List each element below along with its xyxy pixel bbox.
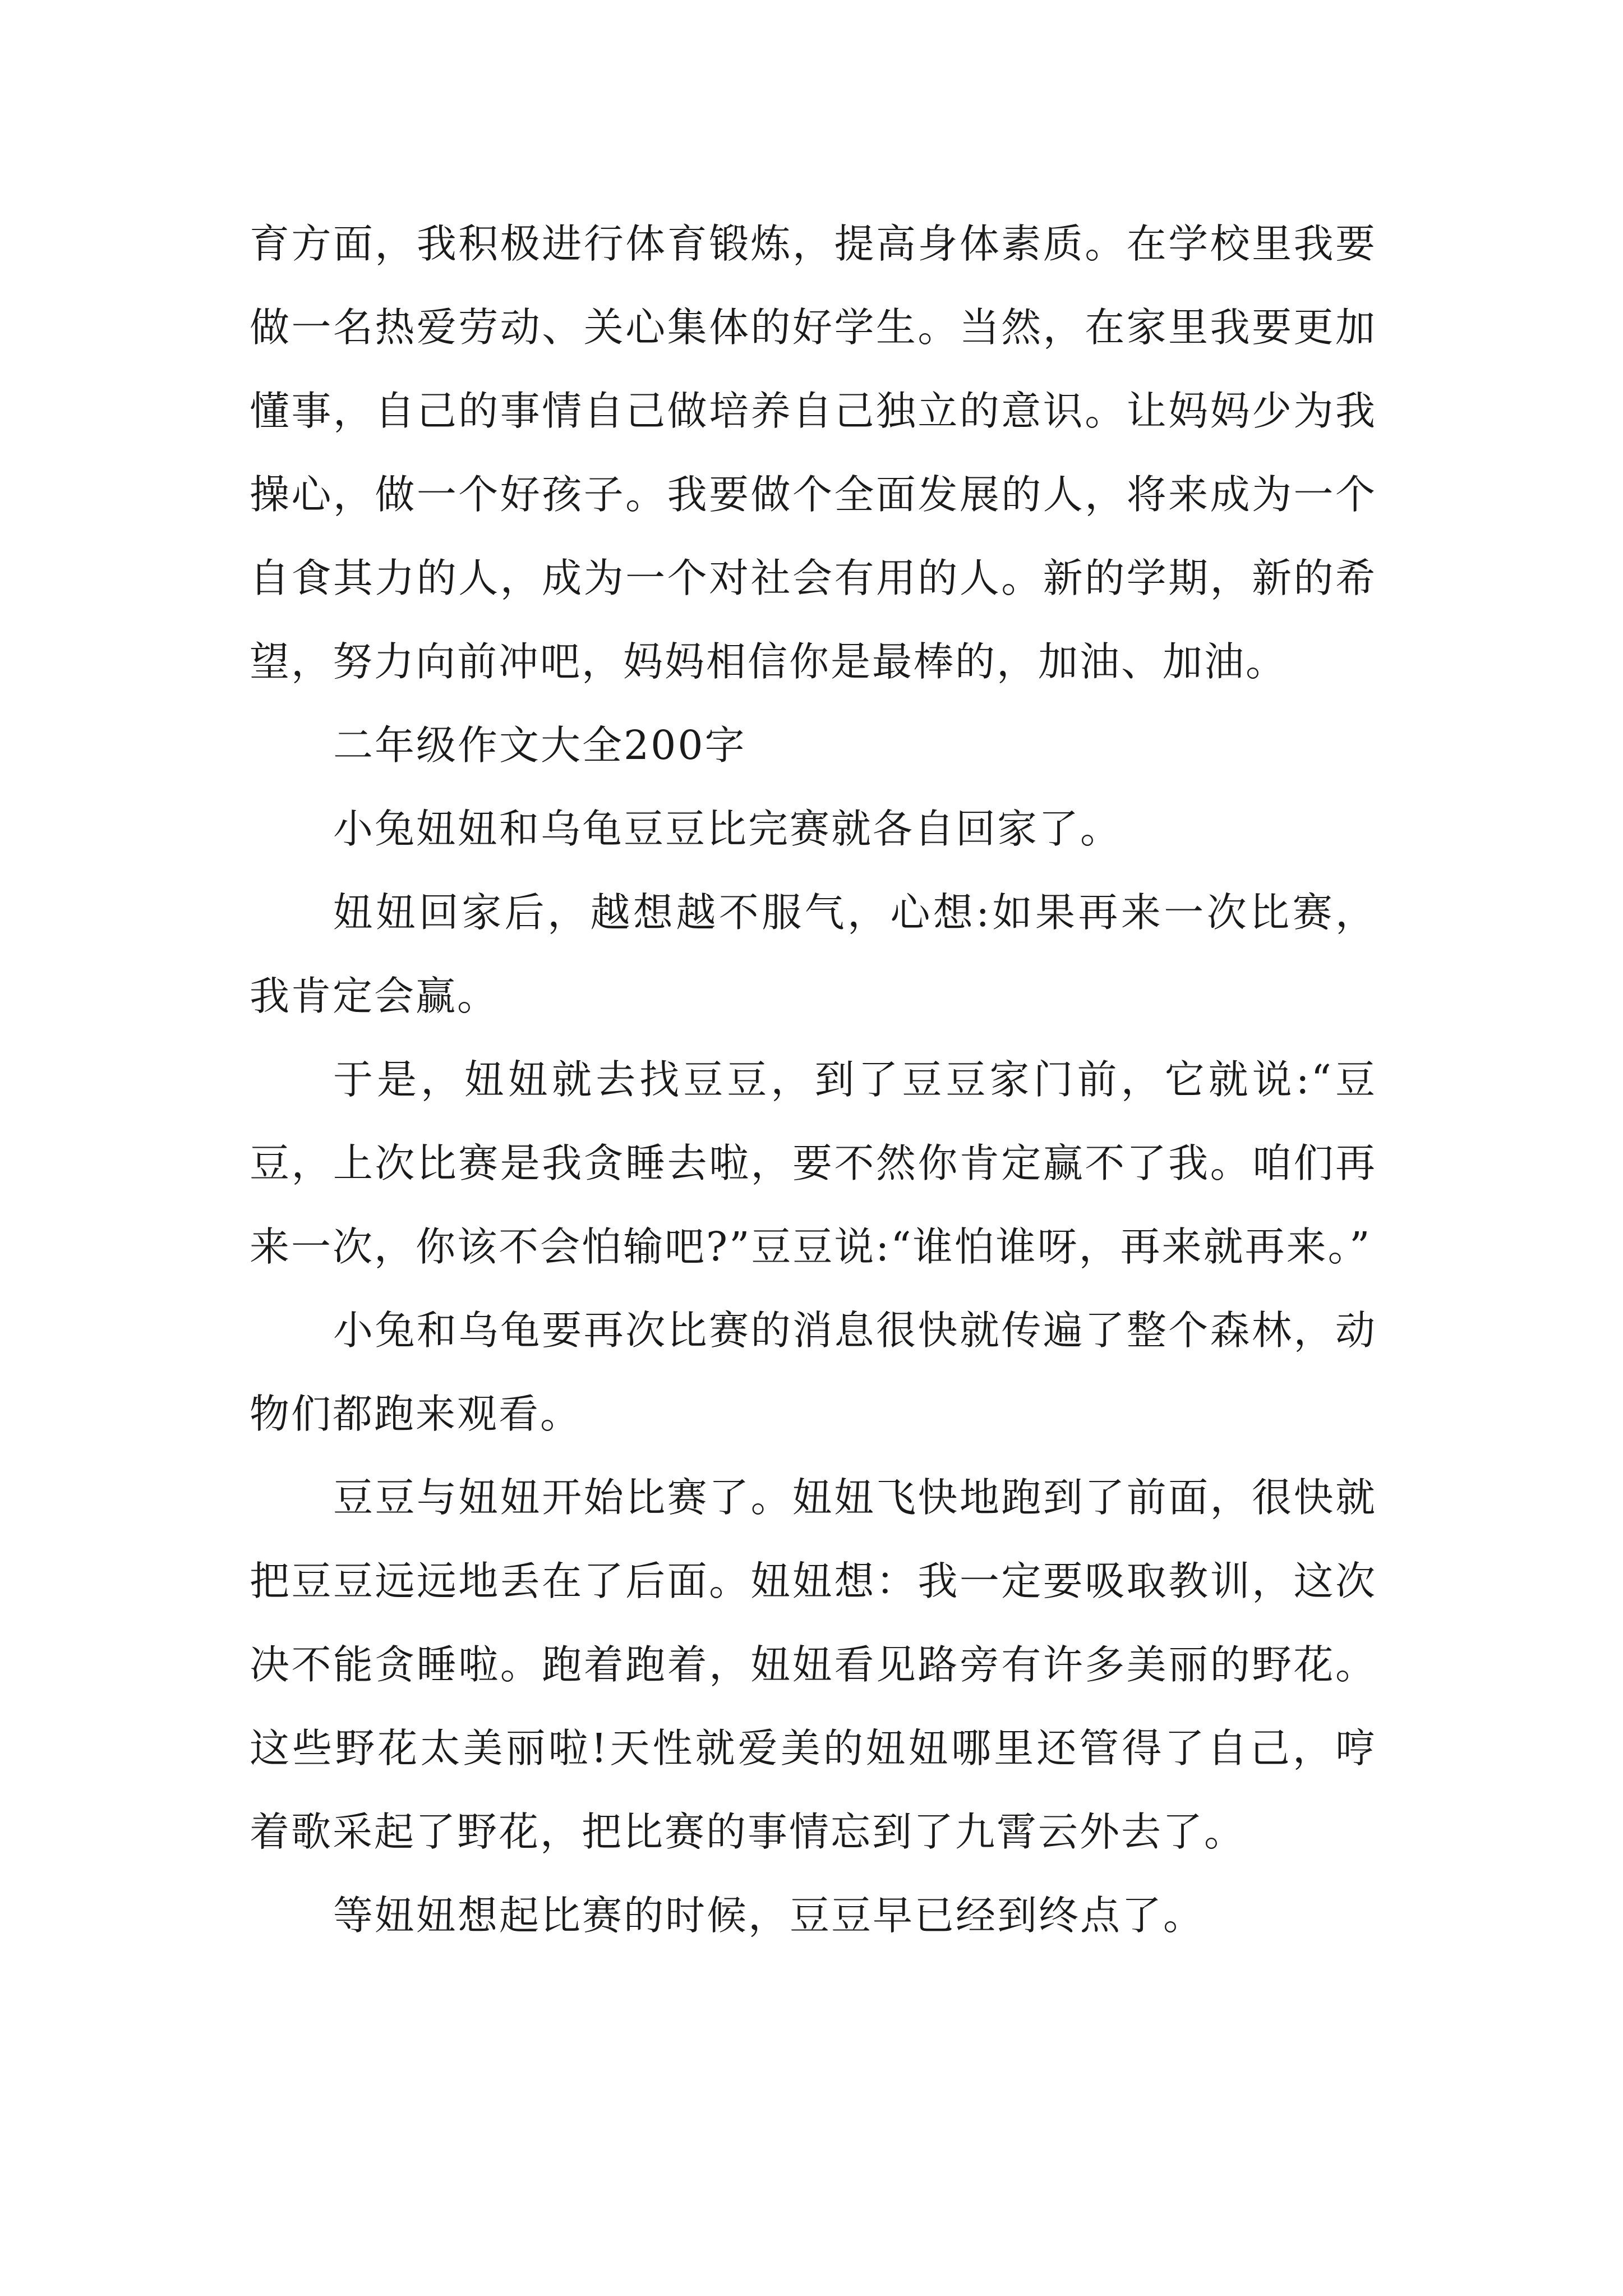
paragraph: 等妞妞想起比赛的时候，豆豆早已经到终点了。 [333,1892,1205,1939]
paragraph-continuation: 育方面，我积极进行体育锻炼，提高身体素质。在学校里我要做一名热爱劳动、关心集体的好学生。当然，在家里我要更加懂事，自己的事情自己做培养自己独立的意识。让妈妈少为我操心，做一个好孩子。我要做个全面发展的人，将来成为一个自食其力的人，成为一个对社会有用的人。新的学期，新的希望，努力向前冲吧，妈妈相信你是最棒的，加油、加油。 [250,220,1377,685]
paragraph: 小兔妞妞和乌龟豆豆比完赛就各自回家了。 [333,806,1122,852]
paragraph: 豆豆与妞妞开始比赛了。妞妞飞快地跑到了前面，很快就把豆豆远远地丢在了后面。妞妞想：我一定要吸取教训，这次决不能贪睡啦。跑着跑着，妞妞看见路旁有许多美丽的野花。这些野花太美丽啦!天性就爱美的妞妞哪里还管得了自己，哼着歌采起了野花，把比赛的事情忘到了九霄云外去了。 [250,1474,1377,1855]
paragraph: 于是，妞妞就去找豆豆，到了豆豆家门前，它就说:“豆豆，上次比赛是我贪睡去啦，要不然你肯定赢不了我。咱们再来一次，你该不会怕输吧?”豆豆说:“谁怕谁呀，再来就再来。” [250,1056,1377,1270]
essay-body [250,202,1377,1957]
paragraph: 妞妞回家后，越想越不服气，心想:如果再来一次比赛，我肯定会赢。 [250,889,1377,1019]
essay-heading: 二年级作文大全200字 [333,722,746,769]
paragraph: 小兔和乌龟要再次比赛的消息很快就传遍了整个森林，动物们都跑来观看。 [250,1307,1377,1437]
